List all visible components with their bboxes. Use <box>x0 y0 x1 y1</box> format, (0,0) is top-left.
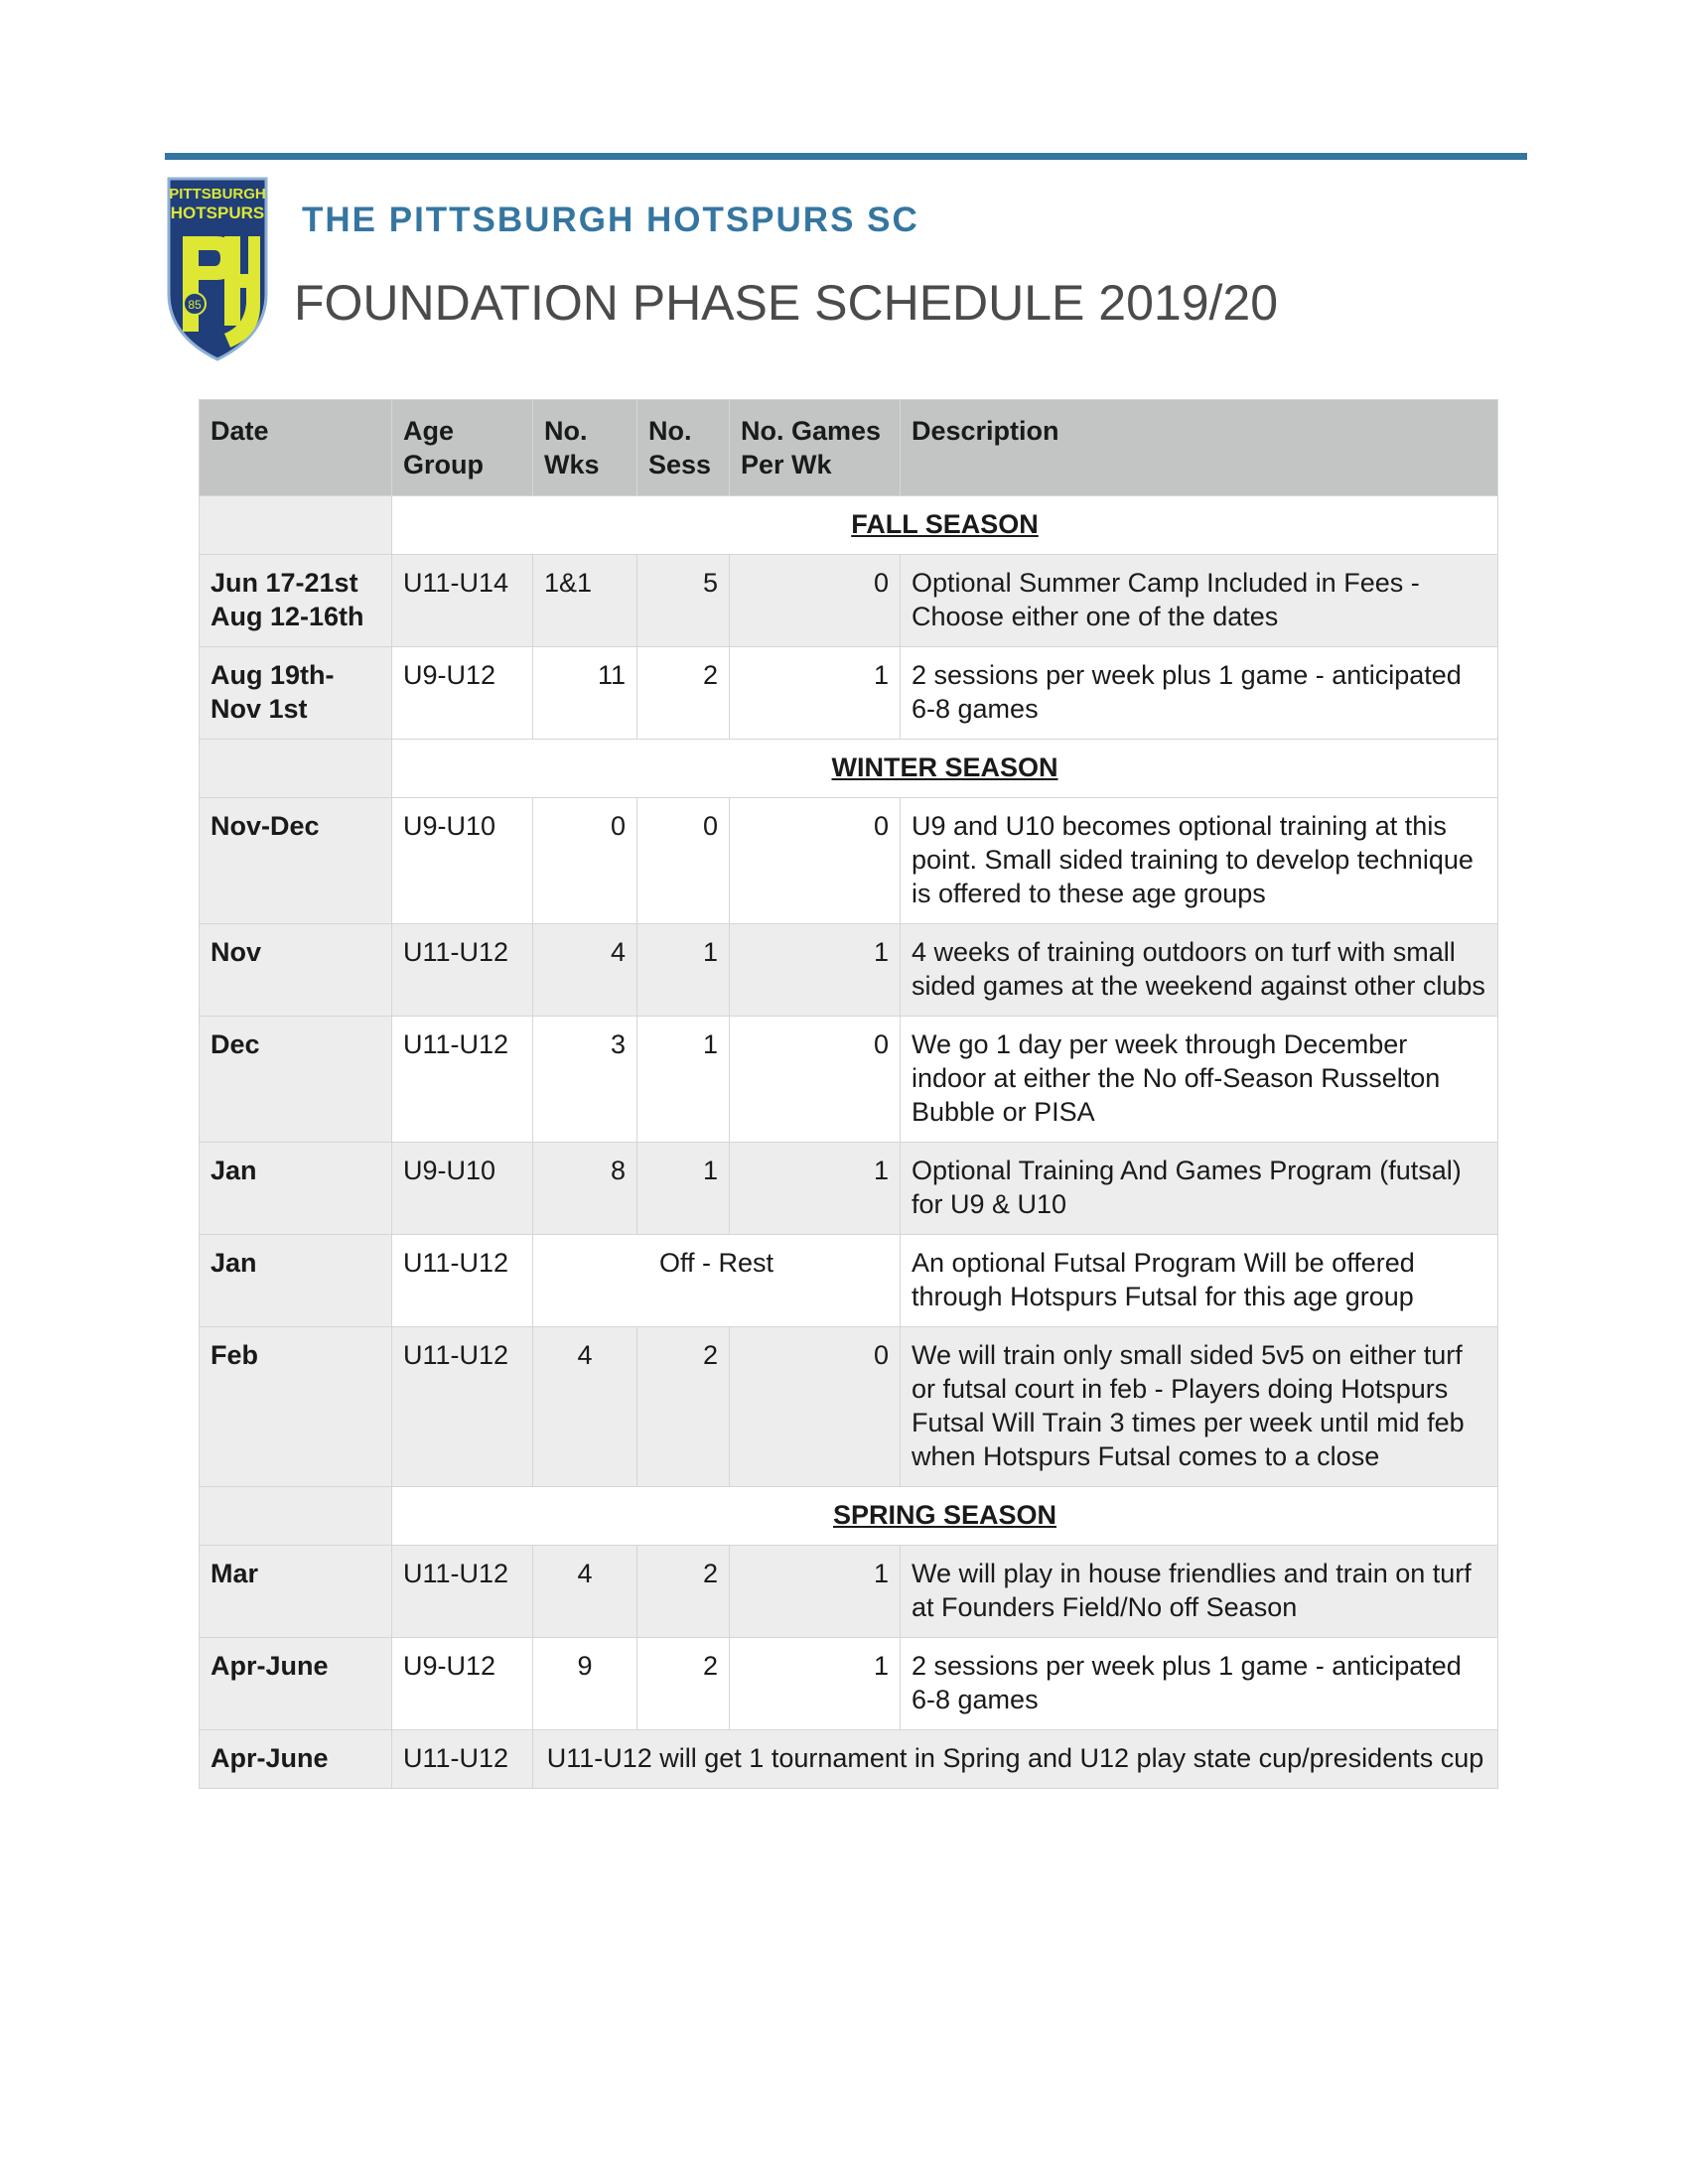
cell-age-group: U11-U14 <box>392 555 533 647</box>
cell-no-games: 1 <box>730 1638 901 1730</box>
cell-description: 2 sessions per week plus 1 game - anticipated 6-8 games <box>901 647 1498 740</box>
header-rule <box>165 153 1527 160</box>
cell-date: Feb <box>200 1327 392 1487</box>
cell-no-games: 0 <box>730 798 901 924</box>
cell-date: Jan <box>200 1235 392 1327</box>
header-no-wks: No. Wks <box>533 400 637 496</box>
cell-description: We go 1 day per week through December indoor at either the No off-Season Russelton Bubble or PISA <box>901 1017 1498 1143</box>
cell-no-wks: 4 <box>533 924 637 1017</box>
cell-no-wks: 4 <box>533 1327 637 1487</box>
season-label-fall: FALL SEASON <box>392 496 1498 555</box>
cell-age-group: U11-U12 <box>392 1235 533 1327</box>
cell-age-group: U11-U12 <box>392 1017 533 1143</box>
table-row <box>200 1638 1498 1730</box>
cell-date: Nov-Dec <box>200 798 392 924</box>
cell-no-wks: 0 <box>533 798 637 924</box>
season-row-winter <box>200 740 1498 798</box>
cell-no-games: 1 <box>730 647 901 740</box>
header-age-group: Age Group <box>392 400 533 496</box>
cell-no-sess: 2 <box>637 1638 730 1730</box>
crest-text-middle: HOTSPURS <box>170 204 265 222</box>
table-row <box>200 647 1498 740</box>
cell-no-games: 1 <box>730 1143 901 1235</box>
table-row <box>200 1235 1498 1327</box>
cell-age-group: U11-U12 <box>392 924 533 1017</box>
cell-description: We will train only small sided 5v5 on either turf or futsal court in feb - Players doing Hotspurs Futsal Will Train 3 times per week until mid feb when Hotspurs Futsal comes to a close <box>901 1327 1498 1487</box>
season-row-spring <box>200 1487 1498 1546</box>
cell-no-games: 0 <box>730 1327 901 1487</box>
cell-age-group: U9-U12 <box>392 1638 533 1730</box>
cell-no-sess: 1 <box>637 924 730 1017</box>
table-row <box>200 1546 1498 1638</box>
table-row <box>200 1017 1498 1143</box>
cell-no-games: 0 <box>730 1017 901 1143</box>
season-label-winter: WINTER SEASON <box>392 740 1498 798</box>
cell-description: Optional Training And Games Program (futsal) for U9 & U10 <box>901 1143 1498 1235</box>
club-crest-logo <box>165 177 270 361</box>
cell-age-group: U11-U12 <box>392 1327 533 1487</box>
cell-age-group: U9-U10 <box>392 798 533 924</box>
cell-date: Apr-June <box>200 1730 392 1789</box>
schedule-table <box>199 399 1498 1789</box>
cell-age-group: U9-U12 <box>392 647 533 740</box>
table-row <box>200 1143 1498 1235</box>
table-row <box>200 555 1498 647</box>
table-row <box>200 798 1498 924</box>
crest-text-top: PITTSBURGH <box>169 186 266 203</box>
cell-no-sess: 2 <box>637 1327 730 1487</box>
table-row <box>200 1730 1498 1789</box>
crest-text-year: 85 <box>188 298 202 312</box>
table-row <box>200 924 1498 1017</box>
cell-description: 4 weeks of training outdoors on turf with small sided games at the weekend against other clubs <box>901 924 1498 1017</box>
header-no-games: No. Games Per Wk <box>730 400 901 496</box>
cell-no-sess: 0 <box>637 798 730 924</box>
cell-age-group: U11-U12 <box>392 1546 533 1638</box>
cell-date: Apr-June <box>200 1638 392 1730</box>
cell-description: We will play in house friendlies and train on turf at Founders Field/No off Season <box>901 1546 1498 1638</box>
cell-age-group: U11-U12 <box>392 1730 533 1789</box>
cell-age-group: U9-U10 <box>392 1143 533 1235</box>
cell-no-games: 1 <box>730 1546 901 1638</box>
cell-no-sess: 5 <box>637 555 730 647</box>
header-description: Description <box>901 400 1498 496</box>
cell-date: Mar <box>200 1546 392 1638</box>
cell-no-sess: 2 <box>637 647 730 740</box>
table-row <box>200 1327 1498 1487</box>
header-no-sess: No. Sess <box>637 400 730 496</box>
organization-name: THE PITTSBURGH HOTSPURS SC <box>302 201 919 239</box>
cell-description: U9 and U10 becomes optional training at this point. Small sided training to develop technique is offered to these age groups <box>901 798 1498 924</box>
cell-merged-tournament-note: U11-U12 will get 1 tournament in Spring and U12 play state cup/presidents cup <box>533 1730 1498 1789</box>
header-date: Date <box>200 400 392 496</box>
cell-no-games: 1 <box>730 924 901 1017</box>
cell-no-wks: 8 <box>533 1143 637 1235</box>
cell-description: 2 sessions per week plus 1 game - anticipated 6-8 games <box>901 1638 1498 1730</box>
cell-no-wks: 11 <box>533 647 637 740</box>
cell-merged-off-rest: Off - Rest <box>533 1235 901 1327</box>
cell-date: Jan <box>200 1143 392 1235</box>
cell-date: Jun 17-21st Aug 12-16th <box>200 555 392 647</box>
season-label-spring: SPRING SEASON <box>392 1487 1498 1546</box>
document-title: FOUNDATION PHASE SCHEDULE 2019/20 <box>294 275 1279 331</box>
cell-date: Aug 19th- Nov 1st <box>200 647 392 740</box>
table-header-row <box>200 400 1498 496</box>
cell-date: Nov <box>200 924 392 1017</box>
cell-no-wks: 1&1 <box>533 555 637 647</box>
cell-no-wks: 4 <box>533 1546 637 1638</box>
cell-no-sess: 2 <box>637 1546 730 1638</box>
cell-description: An optional Futsal Program Will be offered through Hotspurs Futsal for this age group <box>901 1235 1498 1327</box>
cell-no-sess: 1 <box>637 1143 730 1235</box>
season-row-fall <box>200 496 1498 555</box>
cell-date: Dec <box>200 1017 392 1143</box>
cell-no-sess: 1 <box>637 1017 730 1143</box>
cell-no-wks: 3 <box>533 1017 637 1143</box>
cell-description: Optional Summer Camp Included in Fees - Choose either one of the dates <box>901 555 1498 647</box>
cell-no-wks: 9 <box>533 1638 637 1730</box>
cell-no-games: 0 <box>730 555 901 647</box>
